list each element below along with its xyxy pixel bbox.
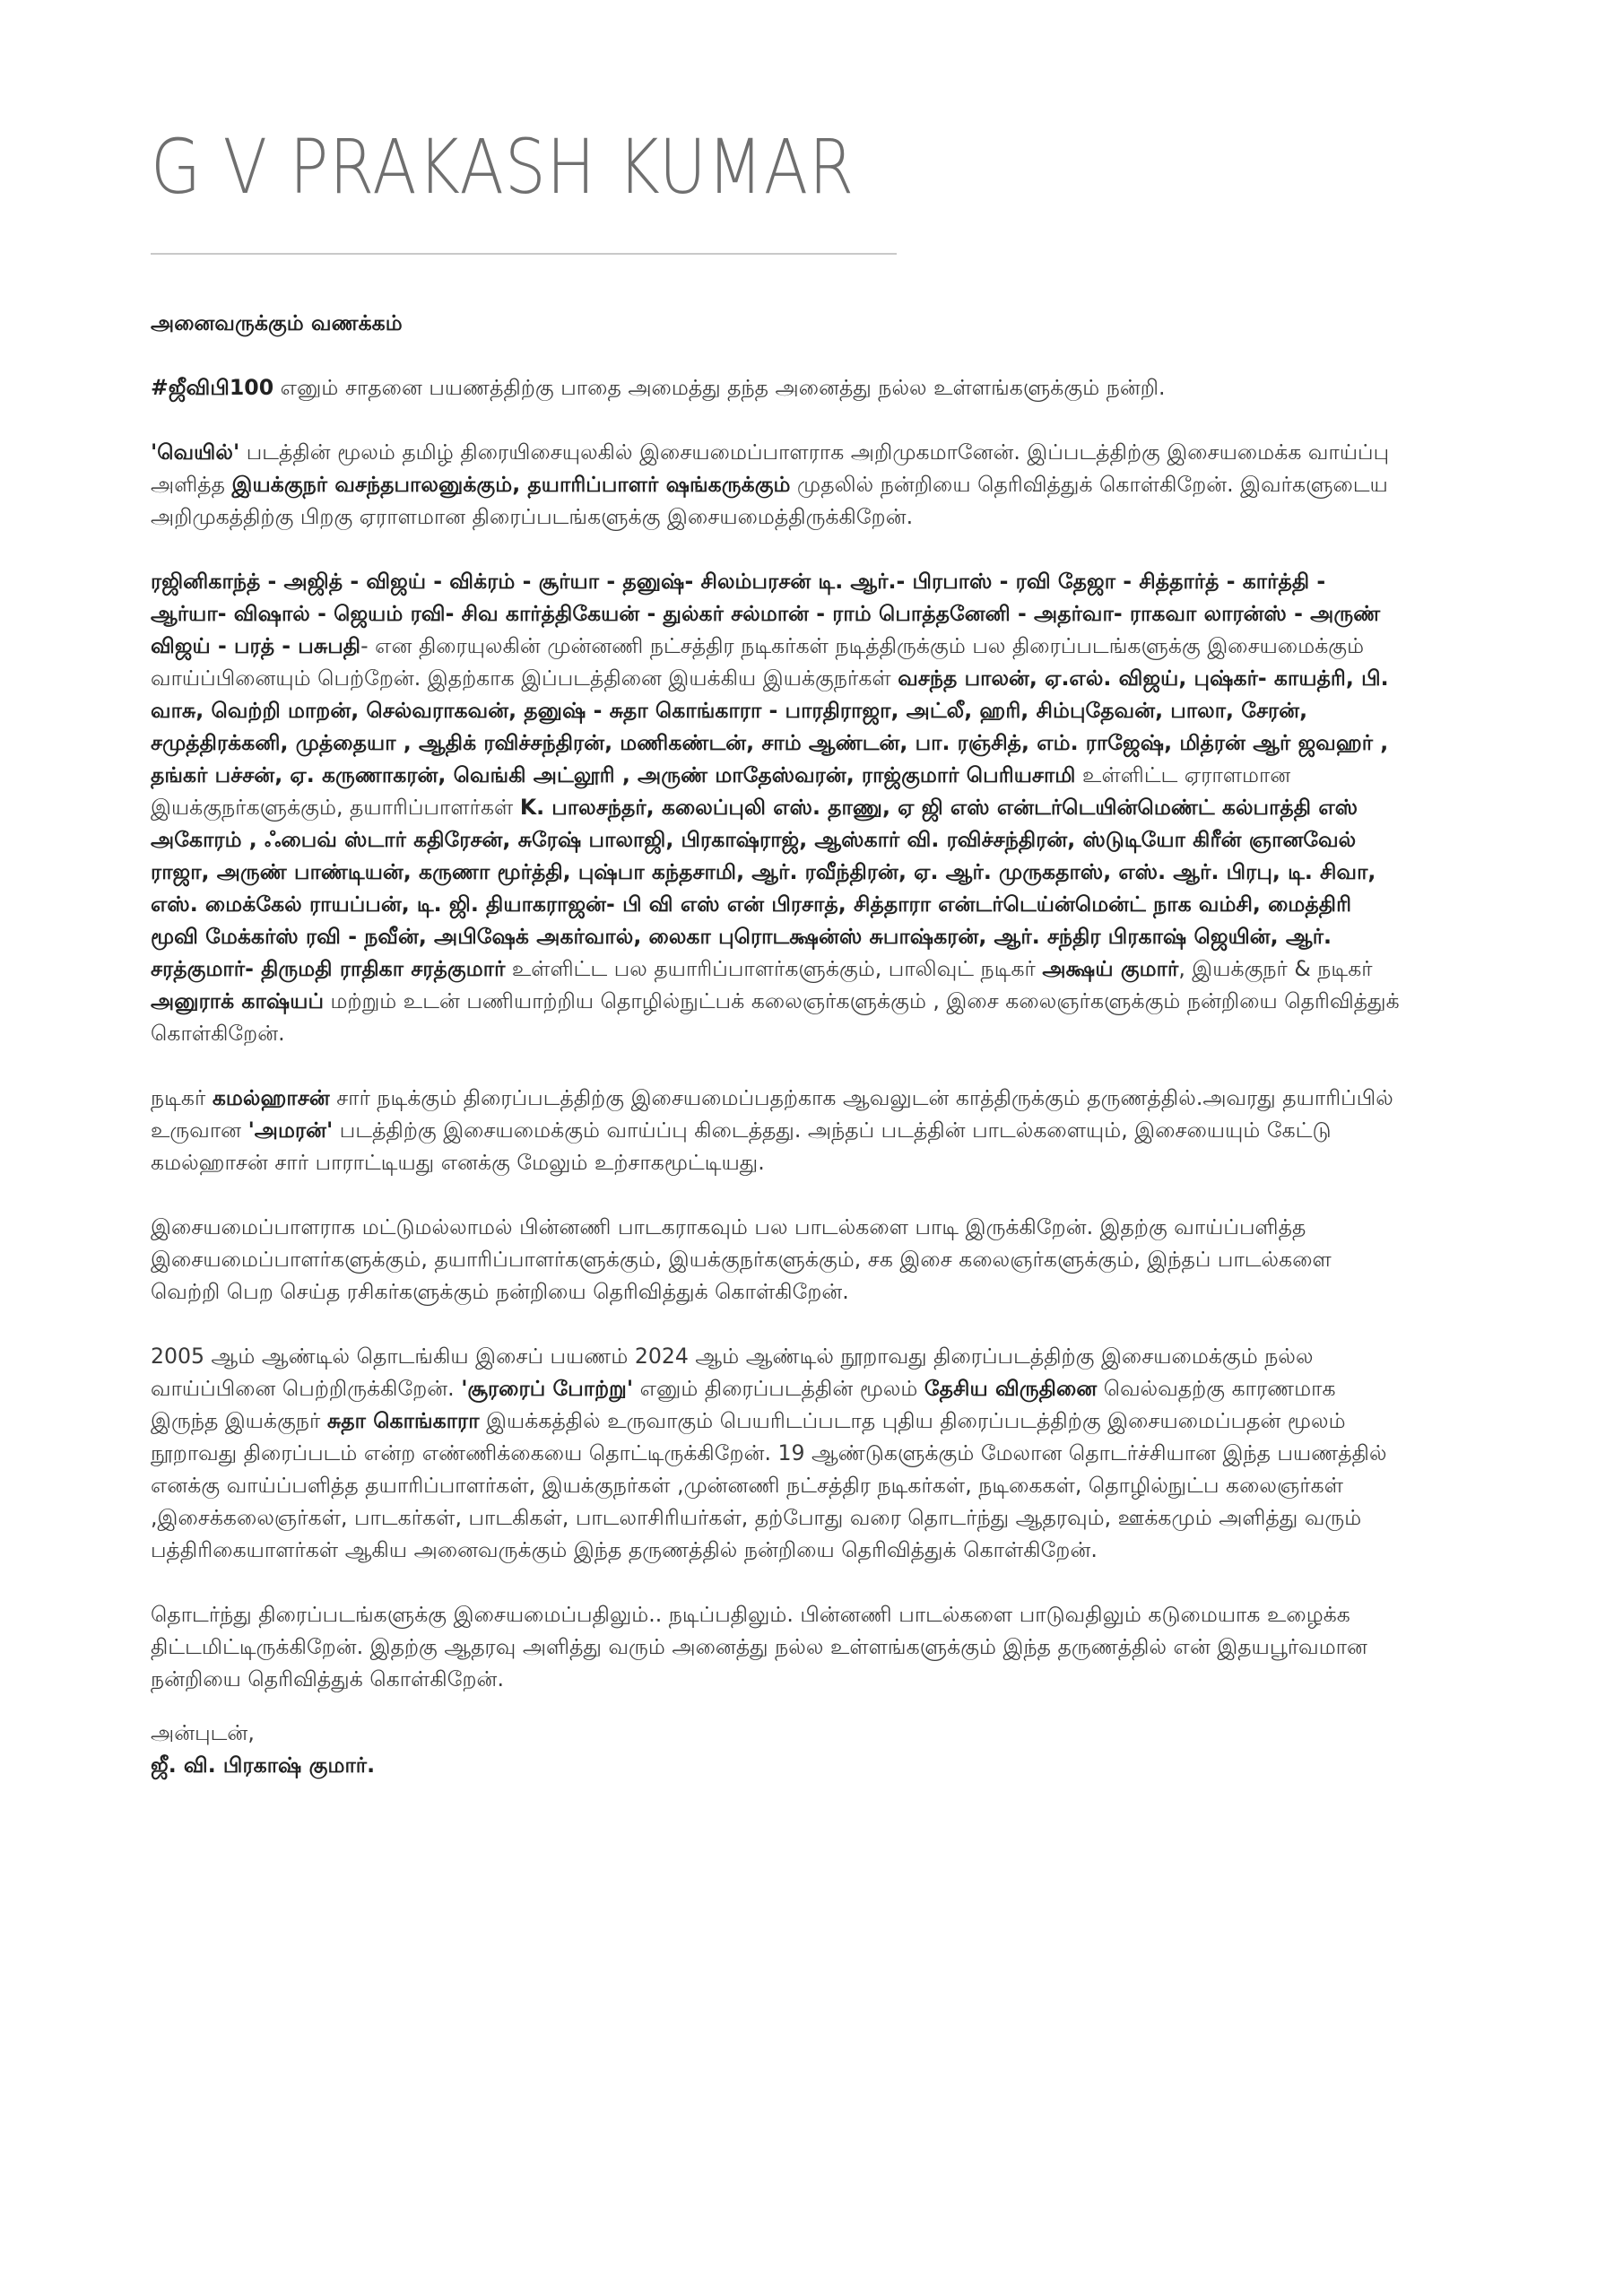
paragraph-text: எனும் சாதனை பயணத்திற்கு பாதை அமைத்து தந்த அனைத்து நல்ல உள்ளங்களுக்கும் நன்றி. (273, 375, 1166, 400)
paragraph-journey (151, 1340, 1402, 1566)
film-title-amaran: 'அமரன்' (247, 1118, 334, 1143)
paragraph-text: மற்றும் உடன் பணியாற்றிய தொழில்நுட்பக் கலைஞர்களுக்கும் , இசை கலைஞர்களுக்கும் நன்றியை தெரிவித்துக் கொள்கிறேன். (151, 988, 1400, 1046)
paragraph-text: , இயக்குநர் & நடிகர் (1178, 956, 1373, 981)
paragraph-acknowledgements (151, 565, 1402, 1049)
paragraph-text: வெல்வதற்கு காரணமாக இருந்த இயக்குநர் (151, 1376, 1336, 1433)
signature: ஜீ. வி. பிரகாஷ் குமார். (151, 1752, 376, 1778)
paragraph-text: சார் நடிக்கும் திரைப்படத்திற்கு இசையமைப்பதற்காக ஆவலுடன் காத்திருக்கும் தருணத்தில்.அவரது தயாரிப்பில் உருவான (151, 1085, 1393, 1143)
letterhead-name: G V PRAKASH KUMAR (151, 123, 855, 211)
producers-list: K. பாலசந்தர், கலைப்புலி எஸ். தாணு, ஏ ஜி எஸ் என்டர்டெயின்மெண்ட் கல்பாத்தி எஸ் அகோரம் , ஃபைவ் ஸ்டார் கதிரேசன், சுரேஷ் பாலாஜி, பிரகாஷ்ராஜ், ஆஸ்கார் வி. ரவிச்சந்திரன், ஸ்டுடியோ கிரீன் ஞானவேல் ராஜா, அருண் பாண்டியன், கருணா மூர்த்தி, புஷ்பா கந்தசாமி, ஆர். ரவீந்திரன், ஏ. ஆர். முருகதாஸ், எஸ். ஆர். பிரபு, டி. சிவா, எஸ். மைக்கேல் ராயப்பன், டி. ஜி. தியாகராஜன்- பி வி எஸ் என் பிரசாத், சித்தாரா என்டர்டெய்ன்மென்ட் நாக வம்சி, மைத்திரி மூவி மேக்கர்ஸ் ரவி - நவீன், அபிஷேக் அகர்வால், லைகா புரொடக்ஷன்ஸ் சுபாஷ்கரன், ஆர். சந்திர பிரகாஷ் ஜெயின், ஆர். சரத்குமார்- திருமதி ராதிகா சரத்குமார் (151, 795, 1376, 981)
paragraph-text: நடிகர் (151, 1085, 213, 1110)
debut-credits: இயக்குநர் வசந்தபாலனுக்கும், தயாரிப்பாளர் ஷங்கருக்கும் (231, 472, 791, 497)
paragraph-text: எனும் திரைப்படத்தின் மூலம் (633, 1376, 924, 1401)
hashtag-gvp100: #ஜீவிபி100 (151, 375, 274, 400)
paragraph-playback-singing: இசையமைப்பாளராக மட்டுமல்லாமல் பின்னணி பாடகராகவும் பல பாடல்களை பாடி இருக்கிறேன். இதற்கு வாய்ப்பளித்த இசையமைப்பாளர்களுக்கும், தயாரிப்பாளர்களுக்கும், இயக்குநர்களுக்கும், சக இசை கலைஞர்களுக்கும், இந்தப் பாடல்களை வெற்றி பெற செய்த ரசிகர்களுக்கும் நன்றியை தெரிவித்துக் கொள்கிறேன். (151, 1214, 1332, 1304)
directors-list: வசந்த பாலன், ஏ.எல். விஜய், புஷ்கர்- காயத்ரி, பி. வாசு, வெற்றி மாறன், செல்வராகவன், தனுஷ் - சுதா கொங்காரா - பாரதிராஜா, அட்லீ, ஹரி, சிம்புதேவன், பாலா, சேரன், சமுத்திரக்கனி, முத்தையா , ஆதிக் ரவிச்சந்திரன், மணிகண்டன், சாம் ஆண்டன், பா. ரஞ்சித், எம். ராஜேஷ், மித்ரன் ஆர் ஜவஹர் , தங்கர் பச்சன், ஏ. கருணாகரன், வெங்கி அட்லூரி , அருண் மாதேஸ்வரன், ராஜ்குமார் பெரியசாமி (151, 665, 1389, 787)
paragraph-text: முதலில் நன்றியை தெரிவித்துக் கொள்கிறேன். இவர்களுடைய அறிமுகத்திற்கு பிறகு ஏராளமான திரைப்படங்களுக்கு இசையமைத்திருக்கிறேன். (151, 472, 1388, 529)
film-title-veyil: 'வெயில்' (151, 439, 240, 465)
director-sudha-kongara: சுதா கொங்காரா (326, 1408, 480, 1433)
paragraph-gratitude (151, 371, 1402, 404)
director-anurag-kashyap: அனுராக் காஷ்யப் (151, 988, 325, 1013)
paragraph-text: உள்ளிட்ட ஏராளமான இயக்குநர்களுக்கும், தயாரிப்பாளர்கள் (151, 762, 1291, 820)
paragraph-debut (151, 436, 1402, 533)
paragraph-text: இயக்கத்தில் உருவாகும் பெயரிடப்படாத புதிய திரைப்படத்திற்கு இசையமைப்பதன் மூலம் நூறாவது திரைப்படம் என்ற எண்ணிக்கையை தொட்டிருக்கிறேன். 19 ஆண்டுகளுக்கும் மேலான தொடர்ச்சியான இந்த பயணத்தில் எனக்கு வாய்ப்பளித்த தயாரிப்பாளர்கள், இயக்குநர்கள் ,முன்னணி நட்சத்திர நடிகர்கள், நடிகைகள், தொழில்நுட்ப கலைஞர்கள் ,இசைக்கலைஞர்கள், பாடகர்கள், பாடகிகள், பாடலாசிரியர்கள், தற்போது வரை தொடர்ந்து ஆதரவும், ஊக்கமும் அளித்து வரும் பத்திரிகையாளர்கள் ஆகிய அனைவருக்கும் இந்த தருணத்தில் நன்றியை தெரிவித்துக் கொள்கிறேன். (151, 1408, 1387, 1562)
paragraph-text: - என திரையுலகின் முன்னணி நட்சத்திர நடிகர்கள் நடித்திருக்கும் பல திரைப்படங்களுக்கு இசையமைக்கும் வாய்ப்பினையும் பெற்றேன். இதற்காக இப்படத்தினை இயக்கிய இயக்குநர்கள் (151, 633, 1365, 691)
closing (151, 1717, 1402, 1781)
letterhead-divider (151, 253, 897, 255)
letter-body (151, 307, 1402, 1781)
paragraph-kamal-haasan (151, 1082, 1402, 1178)
actors-list: ரஜினிகாந்த் - அஜித் - விஜய் - விக்ரம் - சூர்யா - தனுஷ்- சிலம்பரசன் டி. ஆர்.- பிரபாஸ் - ரவி தேஜா - சித்தார்த் - கார்த்தி - ஆர்யா- விஷால் - ஜெயம் ரவி- சிவ கார்த்திகேயன் - துல்கர் சல்மான் - ராம் பொத்தனேனி - அதர்வா- ராகவா லாரன்ஸ் - அருண் விஜய் - பரத் - பசுபதி (151, 569, 1381, 658)
greeting: அனைவருக்கும் வணக்கம் (151, 310, 403, 335)
film-title-soorarai-pottru: 'சூரரைப் போற்று' (461, 1376, 634, 1401)
actor-akshay-kumar: அக்ஷய் குமார் (1042, 956, 1179, 981)
salutation: அன்புடன், (151, 1720, 255, 1745)
paragraph-text: படத்தின் மூலம் தமிழ் திரையிசையுலகில் இசையமைப்பாளராக அறிமுகமானேன். இப்படத்திற்கு இசையமைக்க வாய்ப்பு அளித்த (151, 439, 1390, 497)
national-award: தேசிய விருதினை (924, 1376, 1098, 1401)
paragraph-text: படத்திற்கு இசையமைக்கும் வாய்ப்பு கிடைத்தது. அந்தப் படத்தின் பாடல்களையும், இசையையும் கேட்டு கமல்ஹாசன் சார் பாராட்டியது எனக்கு மேலும் உற்சாகமூட்டியது. (151, 1118, 1332, 1175)
paragraph-text: 2005 ஆம் ஆண்டில் தொடங்கிய இசைப் பயணம் 2024 ஆம் ஆண்டில் நூறாவது திரைப்படத்திற்கு இசையமைக்கும் நல்ல வாய்ப்பினை பெற்றிருக்கிறேன். (151, 1344, 1314, 1401)
letter-page (151, 0, 1406, 2296)
paragraph-text: உள்ளிட்ட பல தயாரிப்பாளர்களுக்கும், பாலிவுட் நடிகர் (505, 956, 1043, 981)
actor-kamal-haasan: கமல்ஹாசன் (212, 1085, 330, 1110)
paragraph-future-plans: தொடர்ந்து திரைப்படங்களுக்கு இசையமைப்பதிலும்.. நடிப்பதிலும். பின்னணி பாடல்களை பாடுவதிலும் கடுமையாக உழைக்க திட்டமிட்டிருக்கிறேன். இதற்கு ஆதரவு அளித்து வரும் அனைத்து நல்ல உள்ளங்களுக்கும் இந்த தருணத்தில் என் இதயபூர்வமான நன்றியை தெரிவித்துக் கொள்கிறேன். (151, 1602, 1367, 1692)
